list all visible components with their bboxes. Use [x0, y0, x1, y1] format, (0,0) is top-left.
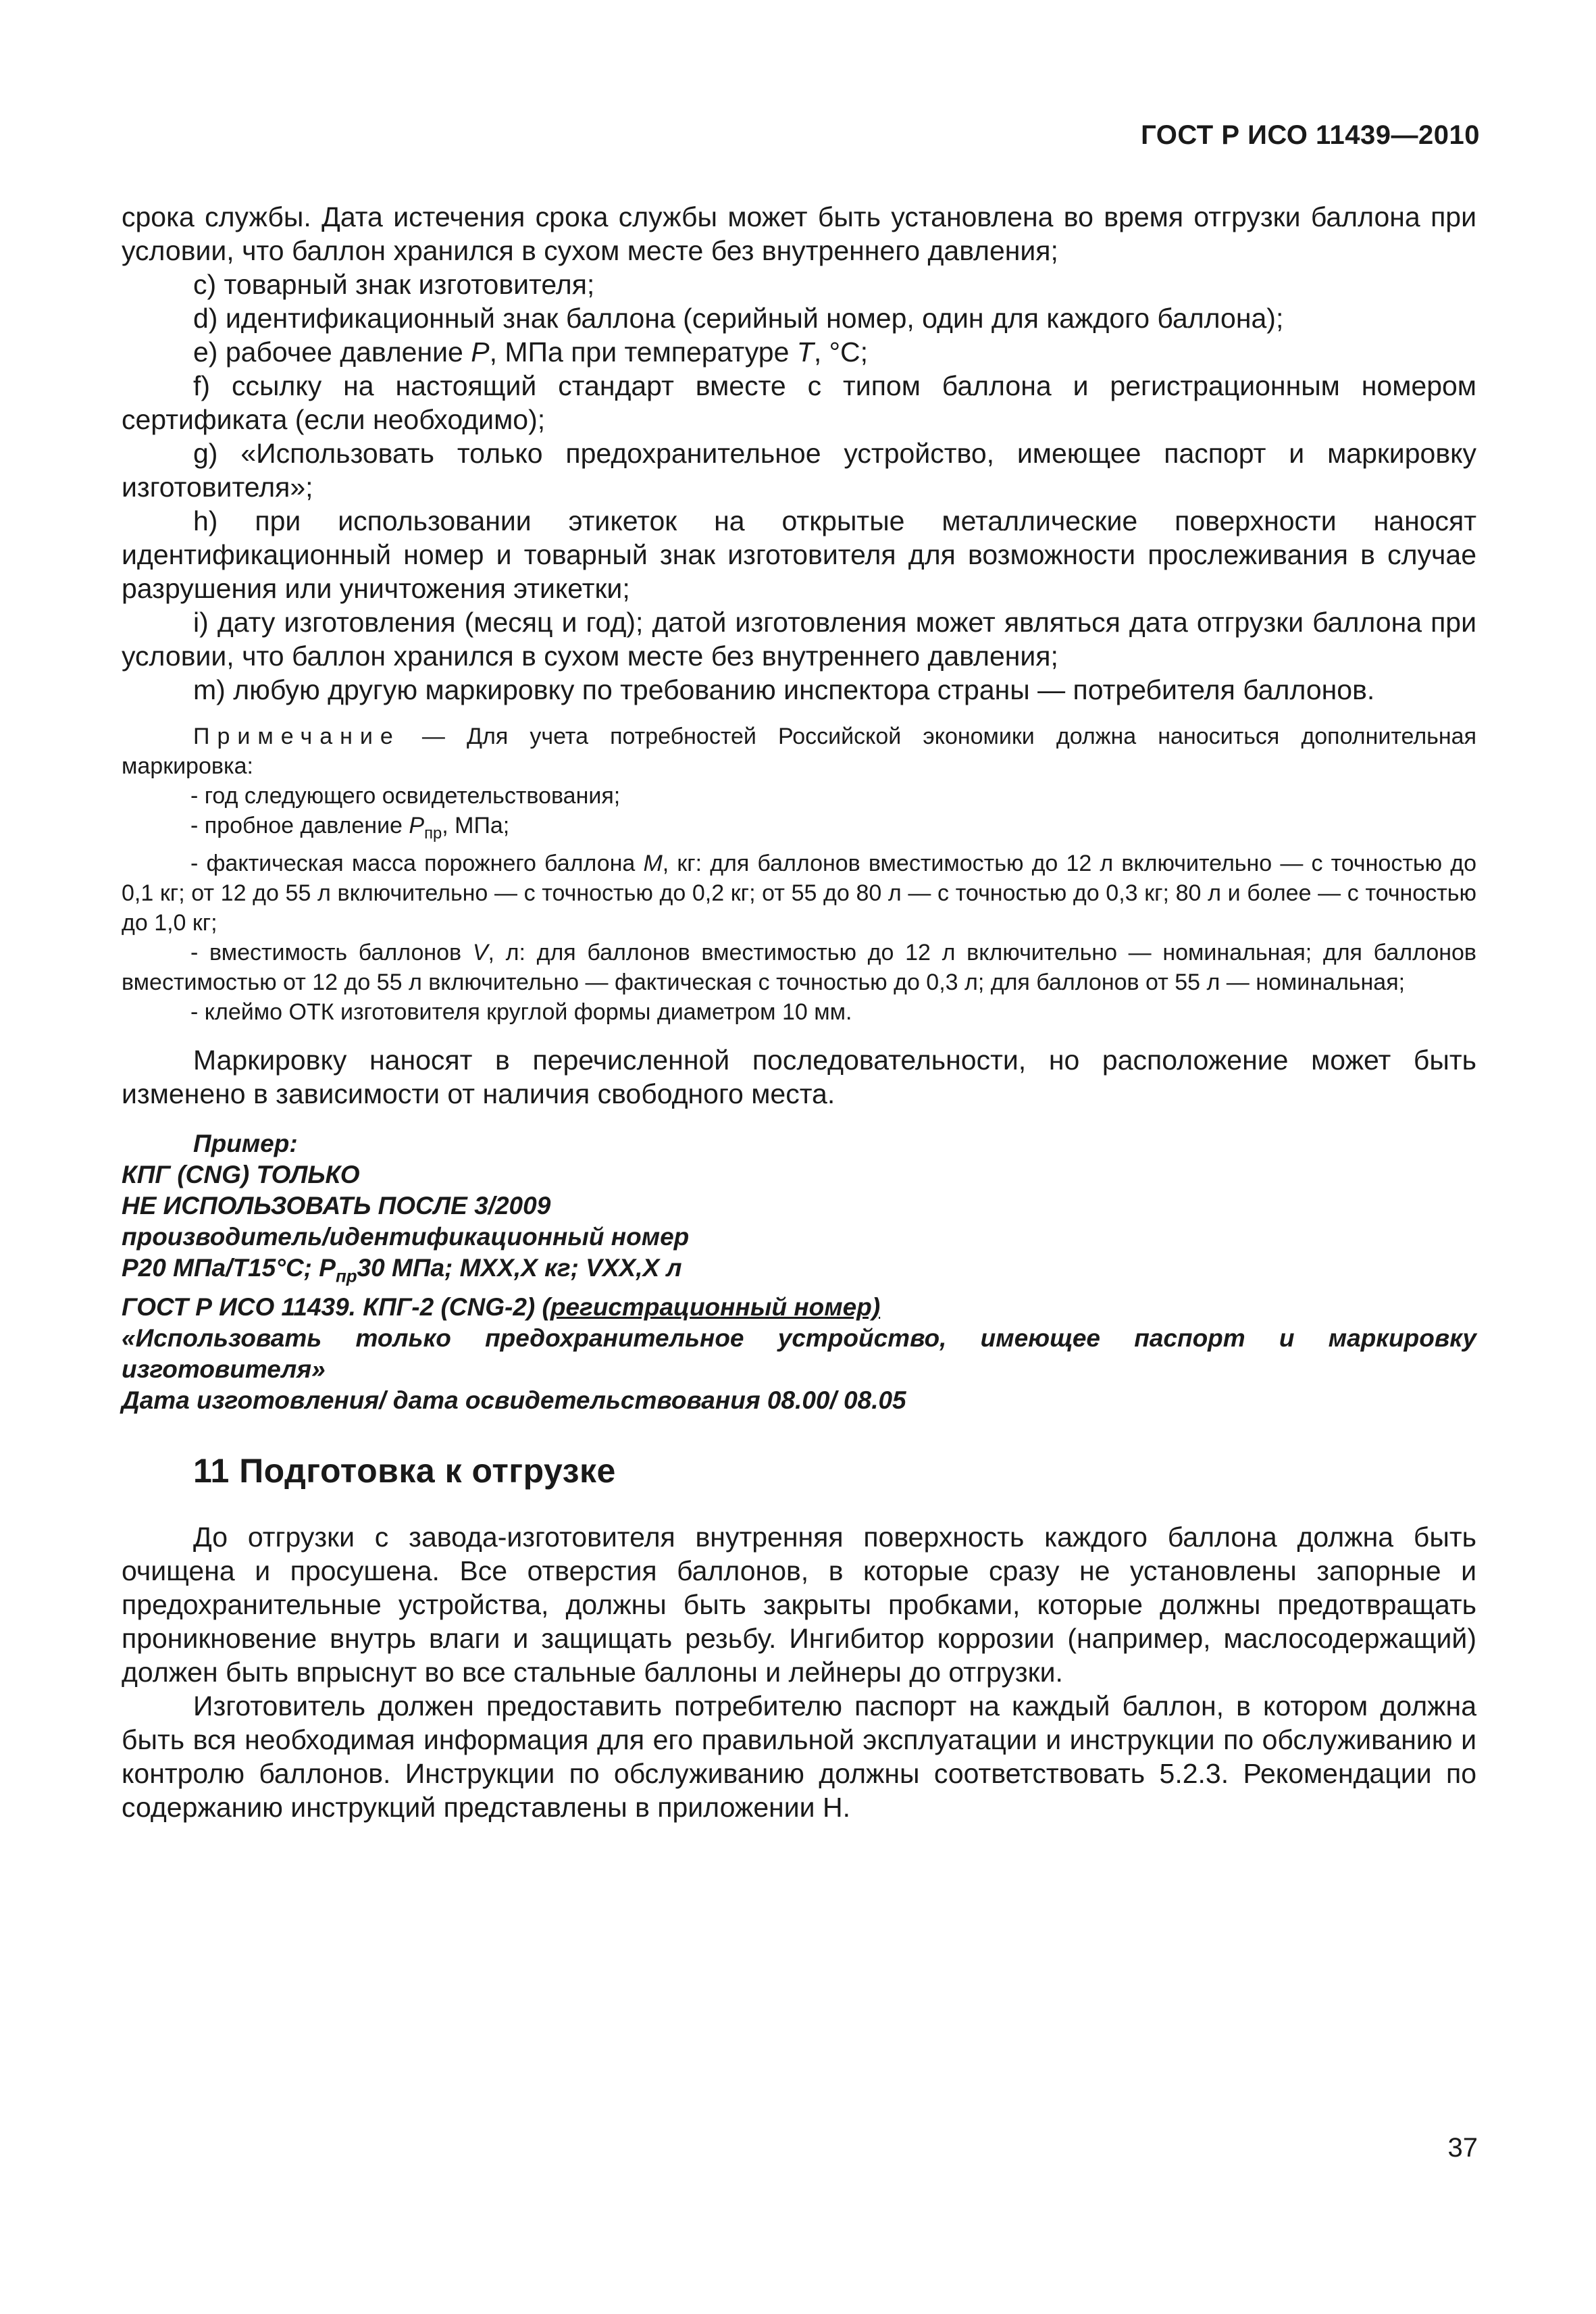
- example-label: Пример:: [193, 1129, 298, 1157]
- note-item-next-inspection: - год следующего освидетельствования;: [190, 783, 621, 809]
- page-number: 37: [1447, 2133, 1478, 2163]
- marking-example: [122, 1128, 1476, 1416]
- list-item-d: d) идентификационный знак баллона (серийный номер, один для каждого баллона);: [193, 303, 1284, 334]
- note-item-mass: - фактическая масса порожнего баллона M, кг: для баллонов вместимостью до 12 л включительно — с точностью до 0,1 кг; от 12 до 55 л включительно — с точностью до 0,2 кг; от 55 до 80 л — с точностью до 0,3 кг; 80 л и более — с точностью до 1,0 кг;: [122, 850, 1476, 936]
- list-item-g: g) «Использовать только предохранительное устройство, имеющее паспорт и маркировку изготовителя»;: [122, 438, 1476, 503]
- section-paragraph-1: До отгрузки с завода-изготовителя внутренняя поверхность каждого баллона должна быть очищена и просушена. Все отверстия баллонов, в которые сразу не установлены запорные и предохранительные устройства, должны быть закрыты пробками, которые должны предотвращать проникновение внутрь влаги и защищать резьбу. Ингибитор коррозии (например, маслосодержащий) должен быть впрыснут во все стальные баллоны и лейнеры до отгрузки.: [122, 1521, 1476, 1688]
- example-line-2: НЕ ИСПОЛЬЗОВАТЬ ПОСЛЕ 3/2009: [122, 1191, 551, 1219]
- marking-order-paragraph: Маркировку наносят в перечисленной последовательности, но расположение может быть изменено в зависимости от наличия свободного места.: [122, 1044, 1476, 1109]
- note-label: Примечание: [193, 724, 401, 749]
- example-line-3: производитель/идентификационный номер: [122, 1222, 690, 1251]
- example-line-5: ГОСТ Р ИСО 11439. КПГ-2 (CNG-2) (регистрационный номер): [122, 1293, 881, 1322]
- note-item-stamp: - клеймо ОТК изготовителя круглой формы диаметром 10 мм.: [190, 999, 852, 1025]
- note-block: [122, 722, 1476, 1027]
- section-paragraph-2: Изготовитель должен предоставить потребителю паспорт на каждый баллон, в котором должна быть вся необходимая информация для его правильной эксплуатации и инструкции по обслуживанию и контролю баллонов. Инструкции по обслуживанию должны соответствовать 5.2.3. Рекомендации по содержанию инструкций представлены в приложении Н.: [122, 1690, 1476, 1823]
- section-heading: 11 Подготовка к отгрузке: [193, 1452, 616, 1490]
- document-code-header: ГОСТ Р ИСО 11439—2010: [1141, 120, 1480, 150]
- example-line-4: P20 МПа/T15°C; $P_{пр}30$ МПа; MXX,X кг; VXX,X л: [122, 1253, 682, 1286]
- page-body: [122, 200, 1476, 1824]
- example-line-6: «Использовать только предохранительное устройство, имеющее паспорт и маркировку изготовителя»: [122, 1324, 1476, 1384]
- example-line-1: КПГ (CNG) ТОЛЬКО: [122, 1160, 360, 1188]
- note-item-test-pressure: - пробное давление $P_{пр}$, МПа;: [190, 813, 510, 842]
- list-item-i: i) дату изготовления (месяц и год); датой изготовления может являться дата отгрузки баллона при условии, что баллон хранился в сухом месте без внутреннего давления;: [122, 607, 1476, 672]
- list-item-m: m) любую другую маркировку по требованию инспектора страны — потребителя баллонов.: [193, 674, 1375, 705]
- list-item-f: f) ссылку на настоящий стандарт вместе с типом баллона и регистрационным номером сертификата (если необходимо);: [122, 370, 1476, 435]
- paragraph-continuation: срока службы. Дата истечения срока службы может быть установлена во время отгрузки баллона при условии, что баллон хранился в сухом месте без внутреннего давления;: [122, 201, 1476, 266]
- list-item-e: e) рабочее давление P, МПа при температуре T, °C;: [193, 336, 869, 368]
- list-item-c: c) товарный знак изготовителя;: [193, 269, 595, 300]
- note-item-capacity: - вместимость баллонов V, л: для баллонов вместимостью до 12 л включительно — номинальная; для баллонов вместимостью от 12 до 55 л включительно — фактическая с точностью до 0,3 л; для баллонов от 55 л — номинальная;: [122, 939, 1476, 995]
- list-item-h: h) при использовании этикеток на открытые металлические поверхности наносят идентификационный номер и товарный знак изготовителя для возможности прослеживания в случае разрушения или уничтожения этикетки;: [122, 505, 1476, 604]
- note-intro: Примечание — Для учета потребностей Российской экономики должна наноситься дополнительная маркировка:: [122, 724, 1476, 779]
- example-line-7: Дата изготовления/ дата освидетельствования 08.00/ 08.05: [122, 1386, 906, 1415]
